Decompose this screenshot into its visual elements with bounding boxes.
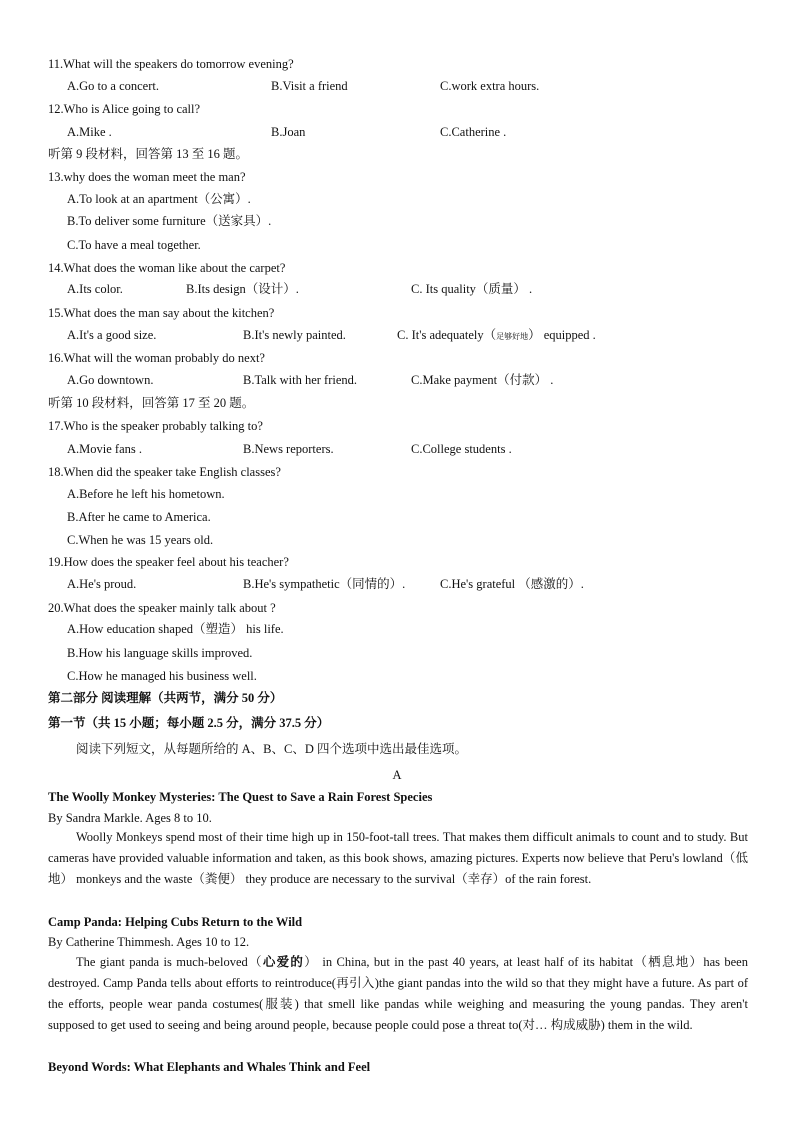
q17-option-a: A.Movie fans . xyxy=(67,442,142,456)
book-1-title: The Woolly Monkey Mysteries: The Quest to Save a Rain Forest Species xyxy=(48,790,433,804)
q12-stem: 12.Who is Alice going to call? xyxy=(48,102,201,116)
q16-option-c: C.Make payment（付款） . xyxy=(411,373,554,387)
book-2-title: Camp Panda: Helping Cubs Return to the Wild xyxy=(48,915,303,929)
q11-stem: 11.What will the speakers do tomorrow evening? xyxy=(48,57,294,71)
q13-option-b: B.To deliver some furniture（送家具）. xyxy=(67,214,272,228)
q15-option-a: A.It's a good size. xyxy=(67,328,157,342)
book-2-byline: By Catherine Thimmesh. Ages 10 to 12. xyxy=(48,935,250,949)
q20-option-b: B.How his language skills improved. xyxy=(67,646,253,660)
q16-stem: 16.What will the woman probably do next? xyxy=(48,351,265,365)
q11-option-c: C.work extra hours. xyxy=(440,79,540,93)
q19-option-b: B.He's sympathetic（同情的）. xyxy=(243,577,406,591)
q15-option-c-post: ） equipped . xyxy=(528,328,596,342)
q15-option-b: B.It's newly painted. xyxy=(243,328,346,342)
book-1-text: Woolly Monkeys spend most of their time high up in 150-foot-tall trees. That makes them difficult animals to count and to study. But cameras have provided valuable information and taken, as this book shows, amazing pictures. Experts now believe that Peru's lowland（低地） monkeys and the waste（粪便） they produce are necessary to the survival（幸存）of the rain forest. xyxy=(48,830,748,886)
q20-option-a: A.How education shaped（塑造） his life. xyxy=(67,622,284,636)
book-3-title: Beyond Words: What Elephants and Whales Think and Feel xyxy=(48,1060,371,1074)
q15-stem: 15.What does the man say about the kitchen? xyxy=(48,306,275,320)
q17-option-c: C.College students . xyxy=(411,442,512,456)
section-10-header: 听第 10 段材料，回答第 17 至 20 题。 xyxy=(48,396,255,410)
q18-option-a: A.Before he left his hometown. xyxy=(67,487,225,501)
q19-option-c: C.He's grateful （感激的）. xyxy=(440,577,584,591)
book-2-text-bold: 心爱的 xyxy=(262,955,305,969)
book-2-text-pre: The giant panda is much-beloved（ xyxy=(76,955,263,969)
q20-option-c: C.How he managed his business well. xyxy=(67,669,257,683)
q20-stem: 20.What does the speaker mainly talk about ? xyxy=(48,601,276,615)
q17-stem: 17.Who is the speaker probably talking to? xyxy=(48,419,263,433)
q18-option-b: B.After he came to America. xyxy=(67,510,211,524)
book-2-text-post: ） in China, but in the past 40 years, at least half of its habitat（栖息地）has been destroyed. Camp Panda tells about efforts to reintroduce(再引入)the giant pandas into the wild so that they might have a future. As part of the efforts, people wear panda costumes(服装) that smell like pandas while weighing and measuring the young pandas. They aren't supposed to get used to seeing and being around people, because people could pose a threat to(对… 构成威胁) them in the wild. xyxy=(48,955,748,1032)
q19-option-a: A.He's proud. xyxy=(67,577,137,591)
q12-option-c: C.Catherine . xyxy=(440,125,507,139)
reading-instructions: 阅读下列短文，从每题所给的 A、B、C、D 四个选项中选出最佳选项。 xyxy=(76,742,467,756)
passage-letter: A xyxy=(392,768,402,782)
q16-option-a: A.Go downtown. xyxy=(67,373,154,387)
book-1-byline: By Sandra Markle. Ages 8 to 10. xyxy=(48,811,212,825)
section-9-header: 听第 9 段材料，回答第 13 至 16 题。 xyxy=(48,147,249,161)
q14-stem: 14.What does the woman like about the carpet? xyxy=(48,261,286,275)
q12-option-b: B.Joan xyxy=(271,125,306,139)
q12-option-a: A.Mike . xyxy=(67,125,112,139)
q15-option-c xyxy=(397,327,596,345)
q18-stem: 18.When did the speaker take English classes? xyxy=(48,465,281,479)
q14-option-b: B.Its design（设计）. xyxy=(186,282,299,296)
q15-option-c-pre: C. It's adequately（ xyxy=(397,328,497,342)
q14-option-c: C. Its quality（质量） . xyxy=(411,282,533,296)
q19-stem: 19.How does the speaker feel about his teacher? xyxy=(48,555,289,569)
book-2-text xyxy=(48,952,748,1036)
q13-option-c: C.To have a meal together. xyxy=(67,238,201,252)
q13-option-a: A.To look at an apartment（公寓）. xyxy=(67,192,251,206)
q15-option-c-note: 足够好地 xyxy=(496,332,529,341)
q17-option-b: B.News reporters. xyxy=(243,442,334,456)
q14-option-a: A.Its color. xyxy=(67,282,123,296)
q16-option-b: B.Talk with her friend. xyxy=(243,373,358,387)
q11-option-a: A.Go to a concert. xyxy=(67,79,159,93)
q11-option-b: B.Visit a friend xyxy=(271,79,348,93)
part-2-heading: 第二部分 阅读理解（共两节，满分 50 分） xyxy=(48,691,283,705)
section-1-heading: 第一节（共 15 小题；每小题 2.5 分，满分 37.5 分） xyxy=(48,716,330,730)
q13-stem: 13.why does the woman meet the man? xyxy=(48,170,246,184)
q18-option-c: C.When he was 15 years old. xyxy=(67,533,214,547)
